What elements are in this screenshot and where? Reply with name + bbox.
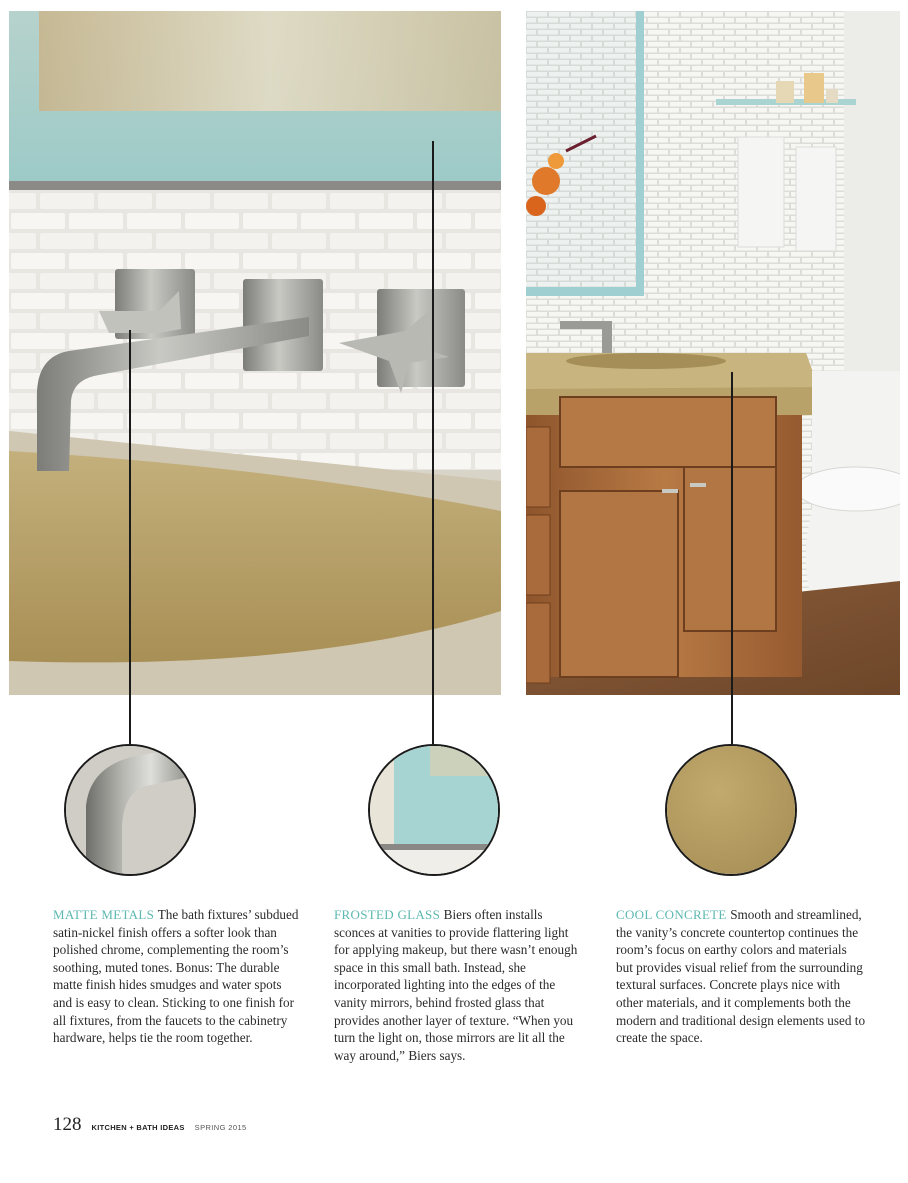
caption-heading: COOL CONCRETE bbox=[616, 907, 731, 922]
vanity-photo bbox=[526, 11, 900, 695]
caption-matte-metals bbox=[53, 906, 303, 1047]
frosted-glass-swatch bbox=[368, 744, 500, 876]
leader-line-concrete bbox=[731, 372, 733, 744]
caption-body: Smooth and streamlined, the vanity’s concrete countertop continues the room’s focus on earthy colors and materials but provides visual relief from the surrounding textural surfaces. Concrete plays nice with other materials, and it complements both the modern and traditional design elements used to create the space. bbox=[616, 907, 866, 1046]
caption-frosted-glass bbox=[334, 906, 584, 1064]
magazine-name: KITCHEN + BATH IDEAS bbox=[91, 1123, 185, 1132]
caption-cool-concrete bbox=[616, 906, 866, 1047]
caption-heading: FROSTED GLASS bbox=[334, 907, 444, 922]
leader-line-glass bbox=[432, 141, 434, 744]
concrete-swatch bbox=[665, 744, 797, 876]
page-number: 128 bbox=[53, 1114, 82, 1135]
caption-heading: MATTE METALS bbox=[53, 907, 158, 922]
leader-line-metal bbox=[129, 330, 131, 744]
issue-date: SPRING 2015 bbox=[194, 1123, 247, 1132]
matte-metal-swatch bbox=[64, 744, 196, 876]
faucet-photo bbox=[9, 11, 501, 695]
caption-body: The bath fixtures’ subdued satin-nickel finish offers a softer look than polished chrome, complementing the room’s soothing, muted tones. Bonus: The durable matte finish hides smudges and water spots and is easy to clean. Sticking to one finish for all fixtures, from the faucets to the cabinetry hardware, helps tie the room together. bbox=[53, 907, 299, 1046]
caption-body: Biers often installs sconces at vanities to provide flattering light for applying makeup, but there wasn’t enough space in this small bath. Instead, she incorporated lighting into the edges of the vanity mirrors, behind frosted glass that provides another layer of texture. “When you turn the light on, those mirrors are lit all the way around,” Biers says. bbox=[334, 907, 578, 1063]
page-folio bbox=[53, 1114, 247, 1136]
